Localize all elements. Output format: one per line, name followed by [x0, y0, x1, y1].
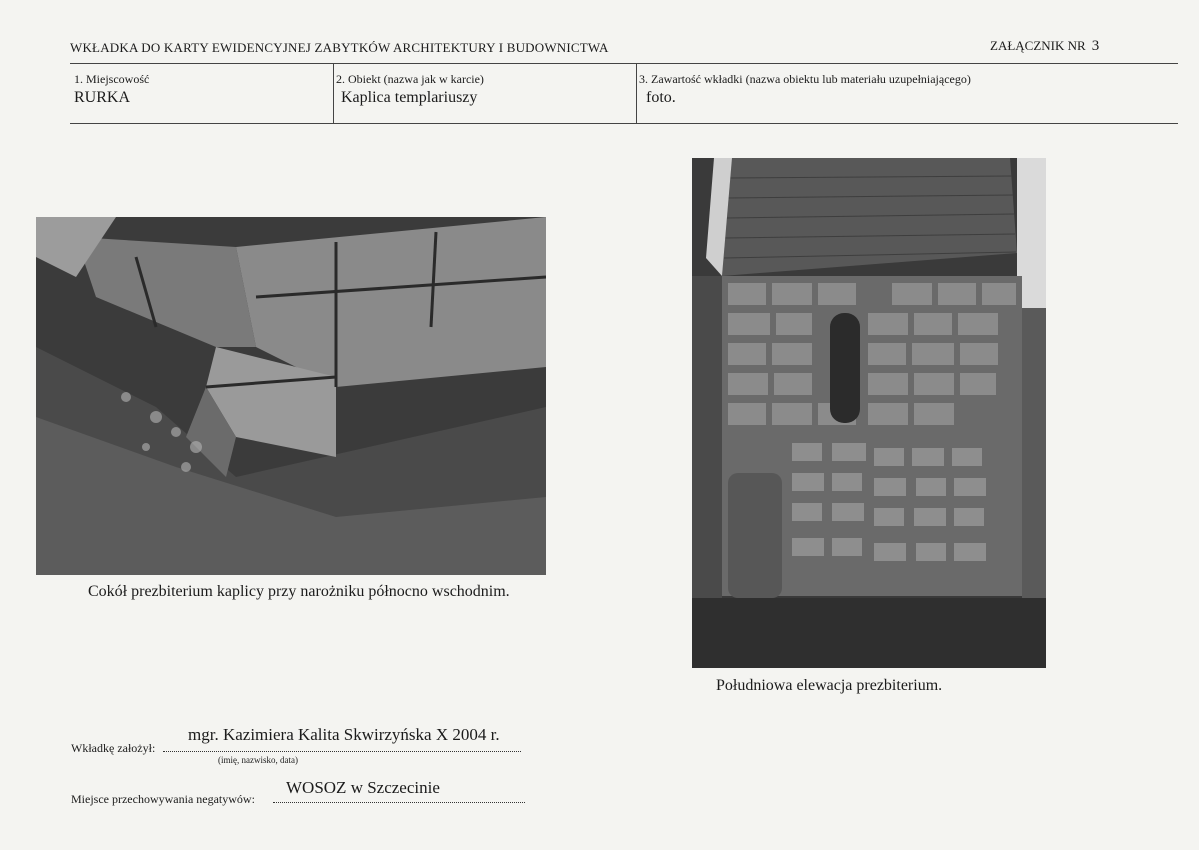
photo-elevation-image	[692, 158, 1046, 668]
field-value-content: foto.	[646, 89, 676, 106]
author-dotted-line	[163, 751, 521, 752]
header-bottom-rule	[70, 123, 1178, 124]
header-top-rule	[70, 63, 1178, 64]
photo-plinth-image	[36, 217, 546, 575]
attachment-number	[990, 38, 1099, 55]
field-label-content: 3. Zawartość wkładki (nazwa obiektu lub materiału uzupełniającego)	[639, 72, 971, 86]
author-value: mgr. Kazimiera Kalita Skwirzyńska X 2004 r.	[188, 725, 500, 744]
field-value-locality: RURKA	[74, 89, 131, 106]
field-label-locality: 1. Miejscowość	[74, 72, 150, 86]
photo-elevation-caption: Południowa elewacja prezbiterium.	[716, 677, 943, 694]
field-label-object: 2. Obiekt (nazwa jak w karcie)	[336, 72, 484, 86]
author-label: Wkładkę założył:	[71, 741, 156, 755]
storage-label: Miejsce przechowywania negatywów:	[71, 792, 255, 806]
storage-value: WOSOZ w Szczecinie	[286, 778, 440, 797]
photo-elevation	[692, 158, 1046, 668]
attachment-label: ZAŁĄCZNIK NR	[990, 38, 1086, 53]
photo-plinth	[36, 217, 546, 575]
attachment-number-value: 3	[1091, 38, 1100, 54]
field-divider	[333, 64, 334, 124]
author-hint: (imię, nazwisko, data)	[218, 755, 298, 765]
field-divider	[636, 64, 637, 124]
field-value-object: Kaplica templariuszy	[341, 89, 478, 106]
document-title: WKŁADKA DO KARTY EWIDENCYJNEJ ZABYTKÓW ARCHITEKTURY I BUDOWNICTWA	[70, 40, 609, 55]
storage-dotted-line	[273, 802, 525, 803]
photo-plinth-caption: Cokół prezbiterium kaplicy przy narożniku północno wschodnim.	[88, 583, 510, 600]
